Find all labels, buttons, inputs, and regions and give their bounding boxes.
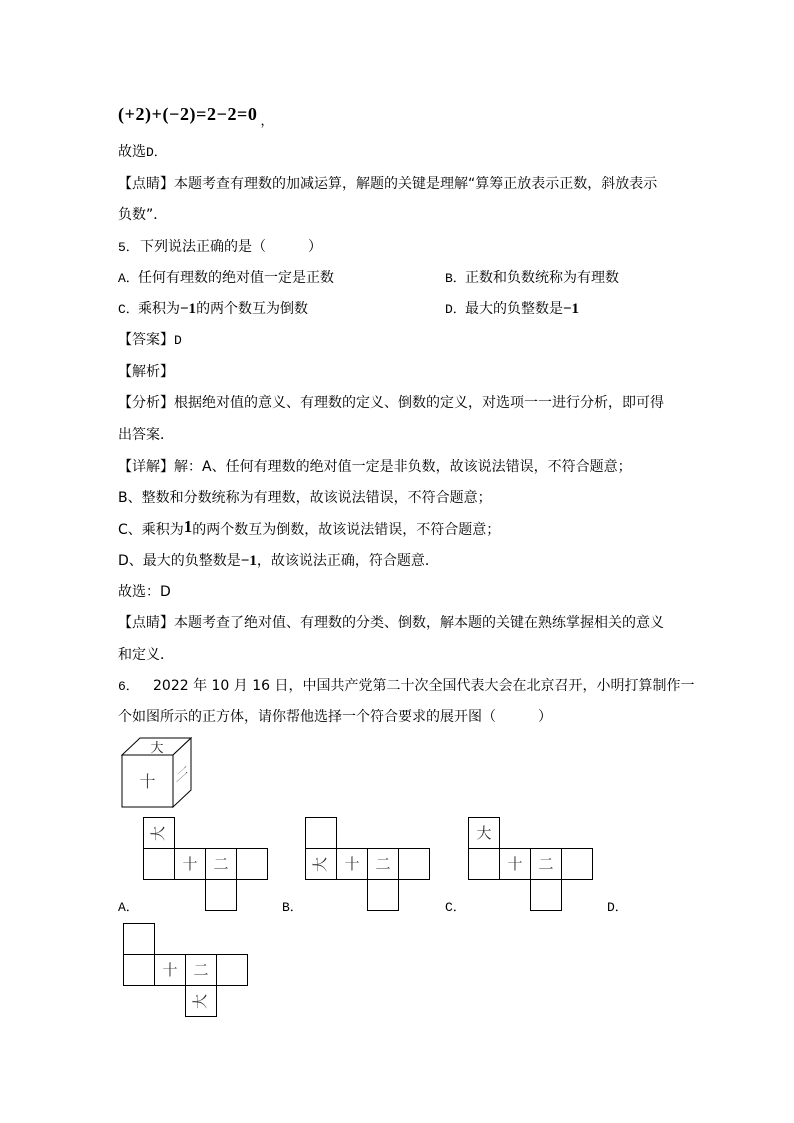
comment-text: 本题考查有理数的加减运算，解题的关键是理解“算筹正放表示正数，斜放表示 [174,176,658,192]
net-cell-char: 二 [538,854,554,873]
q5-stem-text: 下列说法正确的是（ ） [140,239,322,255]
net-cell [305,848,337,880]
q5-stem [118,237,322,257]
option-math: −1 [563,301,580,317]
q5-option-b [445,268,619,289]
comment-text: 本题考查了绝对值、有理数的分类、倒数，解本题的关键在熟练掌握相关的意义 [174,615,664,631]
detail-math: −1 [240,553,257,569]
q5-comment-line1 [118,613,664,633]
net-cell [398,848,430,880]
q5-analysis-line1 [118,393,664,413]
net-cell [305,817,337,849]
q5-detail-line-c [118,519,500,539]
net-cell [154,954,186,986]
option-letter: B． [445,271,466,286]
detail-text: ，故该说法正确，符合题意． [256,553,439,569]
q5-answer [118,330,182,350]
cube-top-char: 大 [150,741,164,756]
prev-comment-line2: 负数”． [118,207,168,223]
net-label-d: D． [607,900,628,915]
net-cell [468,848,500,880]
q5-number: 5． [118,240,139,255]
net-cell [530,848,562,880]
answer-value: D [174,333,182,348]
net-cell [367,848,399,880]
q5-final-choice: 故选：D [118,584,171,600]
comment-label: 【点睛】 [118,176,174,192]
net-label-a: A． [118,900,139,915]
detail-text: 的两个数互为倒数，故该说法错误，不符合题意； [192,522,501,538]
net-cell-char: 二 [213,854,229,873]
net-cell-char: 大 [191,993,210,1009]
option-letter: A． [118,271,139,286]
option-text: 乘积为 [138,301,180,317]
q5-detail-line-a [118,457,632,477]
q5-analysis-line2: 出答案． [118,427,174,443]
net-cell-char: 大 [311,856,330,872]
option-letter: C． [118,302,139,317]
q6-stem-text: 2022 年 10 月 16 日，中国共产党第二十次全国代表大会在北京召开，小明打算制作一 [153,678,695,694]
net-cell-char: 十 [162,960,178,979]
net-cell [468,817,500,849]
net-cell [174,848,206,880]
prev-comment-line1 [118,174,657,194]
q6-number: 6． [118,679,139,694]
equation: (+2)+(−2)=2−2=0 [118,104,258,124]
cube-right-char: 二 [175,762,189,787]
net-cell [143,848,175,880]
net-cell-char: 二 [375,854,391,873]
final-choice-value: D． [146,145,167,160]
net-cell-char: 大 [476,823,492,842]
detail-label: 【详解】 [118,459,174,475]
option-text: 任何有理数的绝对值一定是正数 [138,270,334,286]
analysis-text: 根据绝对值的意义、有理数的定义、倒数的定义，对选项一一进行分析，即可得 [174,395,664,411]
net-cell [561,848,593,880]
net-label-b: B． [282,900,303,915]
q6-stem-line2: 个如图所示的正方体，请你帮他选择一个符合要求的展开图（ ） [118,709,552,725]
prev-final-choice [118,142,167,162]
q5-options-row2 [118,299,678,319]
option-letter: D． [445,302,466,317]
option-text: 的两个数互为倒数 [196,301,309,317]
net-cell [205,879,237,911]
net-cell-char: 二 [193,960,209,979]
detail-text: D、最大的负整数是 [118,553,241,569]
final-choice-label: 故选 [118,144,146,160]
option-text: 正数和负数统称为有理数 [465,270,619,286]
q5-option-d [445,299,579,320]
net-cell [530,879,562,911]
net-cell [143,817,175,849]
analysis-label: 【分析】 [118,395,174,411]
equation-punct: ， [260,114,274,129]
q6-stem-line1 [118,676,695,696]
net-cell [185,985,217,1017]
net-cell [367,879,399,911]
comment-label: 【点睛】 [118,615,174,631]
detail-text: 解：A、任何有理数的绝对值一定是非负数，故该说法错误，不符合题意； [174,459,632,475]
option-math: −1 [180,301,197,317]
q5-option-a [118,270,334,286]
q5-comment-line2: 和定义． [118,647,174,663]
q5-detail-line-d [118,551,439,571]
q5-detail-line-b: B、整数和分数统称为有理数，故该说法错误，不符合题意； [118,490,492,506]
net-cell [216,954,248,986]
detail-text: C、乘积为 [118,522,184,538]
net-cell [123,954,155,986]
q5-solution-heading: 【解析】 [118,364,174,380]
option-text: 最大的负整数是 [465,301,563,317]
net-cell [336,848,368,880]
net-cell-char: 十 [507,854,523,873]
q5-options-row1 [118,268,678,288]
net-cell-char: 十 [182,854,198,873]
cube-front-char: 十 [139,772,156,791]
answer-label: 【答案】 [118,332,174,348]
net-cell [205,848,237,880]
detail-math: 1 [183,517,193,536]
net-cell [236,848,268,880]
q5-option-c [118,301,308,317]
net-label-c: C． [445,900,466,915]
equation-line [118,104,274,129]
net-cell [499,848,531,880]
net-cell [123,923,155,955]
net-cell-char: 十 [344,854,360,873]
net-cell [185,954,217,986]
cube-figure [118,733,198,813]
net-cell-char: 大 [149,825,168,841]
